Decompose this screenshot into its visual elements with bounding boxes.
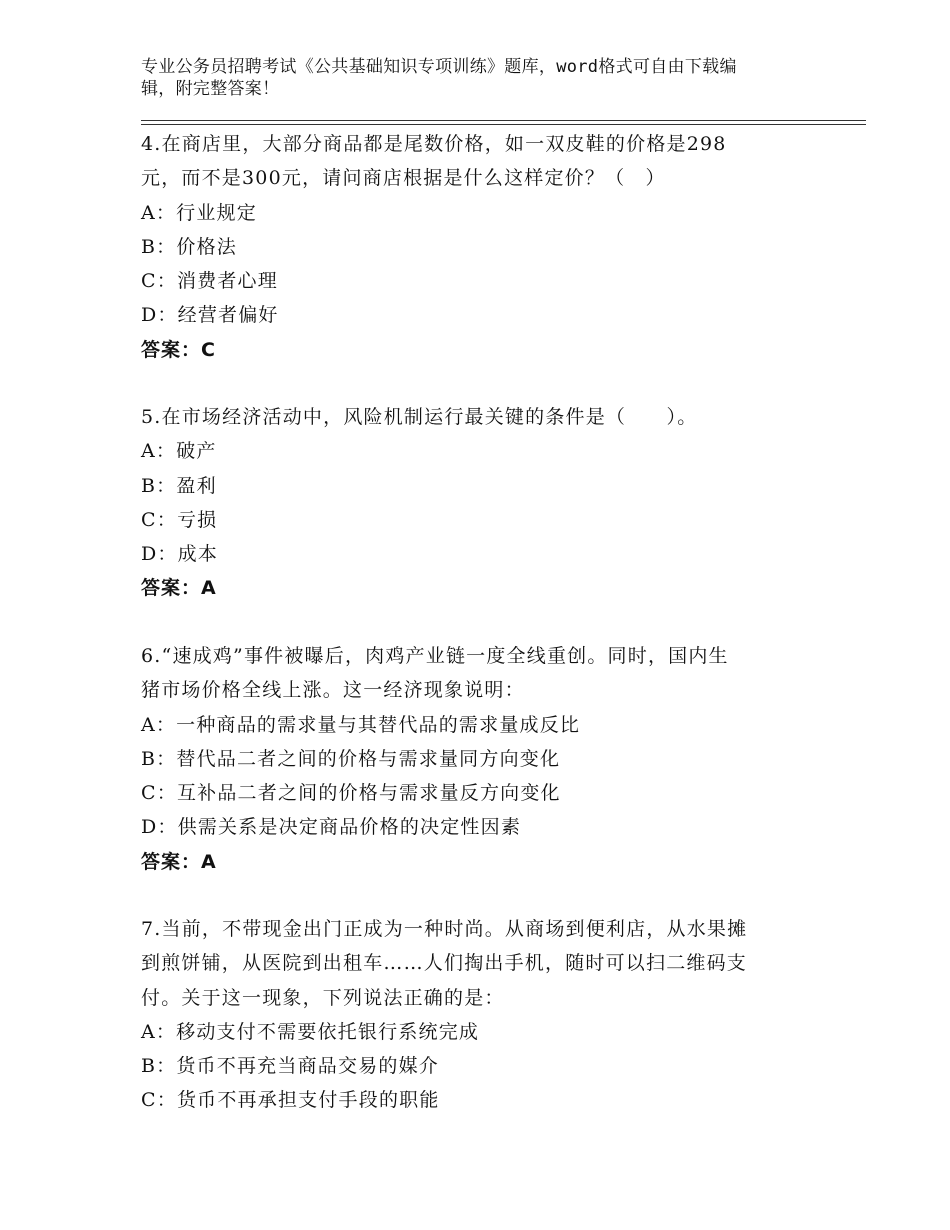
option-b: B：盈利 [141, 474, 217, 497]
option-d: D：供需关系是决定商品价格的决定性因素 [141, 816, 522, 839]
document-header [141, 56, 791, 100]
answer: 答案：A [141, 577, 217, 600]
question-7 [141, 912, 821, 1118]
option-c: C：亏损 [141, 508, 218, 531]
option-d: D：经营者偏好 [141, 304, 279, 327]
question-stem-line: 6.“速成鸡”事件被曝后，肉鸡产业链一度全线重创。同时，国内生 [141, 645, 729, 667]
question-stem-line: 5.在市场经济活动中，风险机制运行最关键的条件是（ ）。 [141, 406, 698, 428]
option-d: D：成本 [141, 543, 219, 566]
answer: 答案：C [141, 338, 216, 361]
question-stem-line: 7.当前，不带现金出门正成为一种时尚。从商场到便利店，从水果摊 [141, 918, 748, 940]
option-c: C：货币不再承担支付手段的职能 [141, 1089, 440, 1112]
question-stem-line: 付。关于这一现象，下列说法正确的是： [141, 986, 505, 1009]
header-rule-bottom [141, 124, 866, 125]
question-stem-line: 4.在商店里，大部分商品都是尾数价格，如一双皮鞋的价格是298 [141, 133, 727, 155]
option-c: C：互补品二者之间的价格与需求量反方向变化 [141, 782, 561, 805]
question-stem-line: 到煎饼铺，从医院到出租车……人们掏出手机，随时可以扫二维码支 [141, 952, 748, 975]
option-a: A：移动支付不需要依托银行系统完成 [141, 1020, 480, 1043]
option-b: B：货币不再充当商品交易的媒介 [141, 1055, 439, 1078]
question-stem-line: 元，而不是300元，请问商店根据是什么这样定价？（ ） [141, 167, 666, 190]
header-line-2: 辑，附完整答案！ [141, 79, 280, 99]
header-line-1: 专业公务员招聘考试《公共基础知识专项训练》题库，word格式可自由下载编 [141, 57, 737, 77]
option-a: A：破产 [141, 440, 217, 463]
option-c: C：消费者心理 [141, 270, 278, 293]
question-5 [141, 400, 821, 606]
option-b: B：价格法 [141, 235, 237, 258]
option-a: A：一种商品的需求量与其替代品的需求量成反比 [141, 713, 581, 736]
header-rule-top [141, 120, 866, 121]
option-a: A：行业规定 [141, 201, 257, 224]
question-6 [141, 639, 821, 879]
question-stem-line: 猪市场价格全线上涨。这一经济现象说明： [141, 679, 525, 702]
question-4 [141, 127, 821, 367]
option-b: B：替代品二者之间的价格与需求量同方向变化 [141, 747, 561, 770]
answer: 答案：A [141, 850, 217, 873]
